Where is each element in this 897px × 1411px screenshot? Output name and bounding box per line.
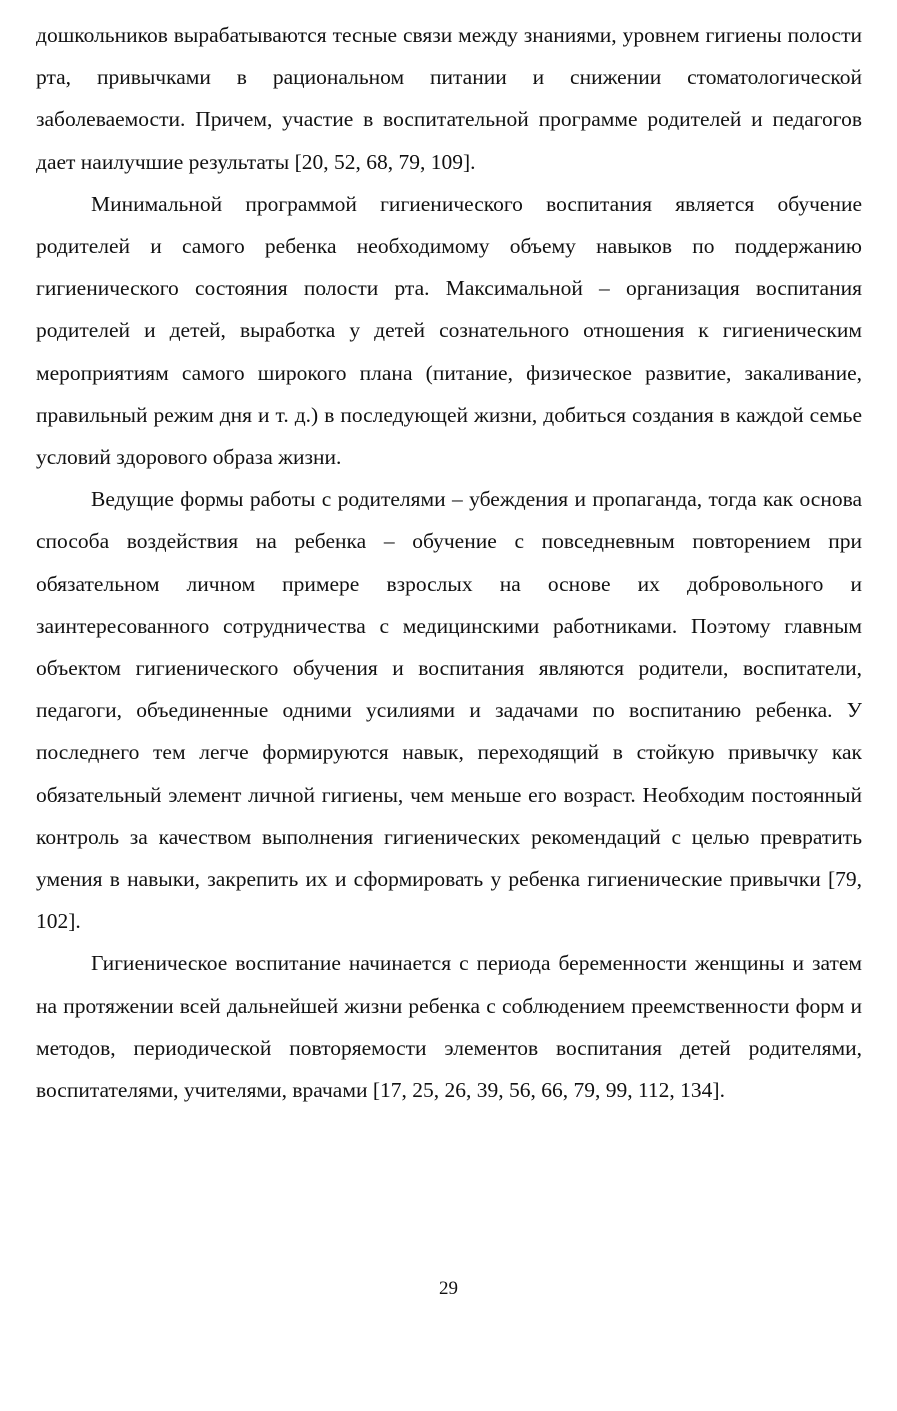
paragraph-continued: дошкольников вырабатываются тесные связи между знаниями, уровнем гигиены полости рта, привычками в рациональном питании и снижении стоматологической заболеваемости. Причем, участие в воспитательной программе родителей и педагогов дает наилучшие результаты [20, 52, 68, 79, 109].: [36, 23, 862, 174]
paragraph-minimal-program: Минимальной программой гигиенического воспитания является обучение родителей и самого ребенка необходимому объему навыков по поддержанию гигиенического состояния полости рта. Максимальной – организация воспитания родителей и детей, выработка у детей сознательного отношения к гигиеническим мероприятиям самого широкого плана (питание, физическое развитие, закаливание, правильный режим дня и т. д.) в последующей жизни, добиться создания в каждой семье условий здорового образа жизни.: [36, 191, 862, 470]
paragraph-hygiene-education: Гигиеническое воспитание начинается с периода беременности женщины и затем на протяжении всей дальнейшей жизни ребенка с соблюдением преемственности форм и методов, периодической повторяемости элементов воспитания детей родителями, воспитателями, учителями, врачами [17, 25, 26, 39, 56, 66, 79, 99, 112, 134].: [36, 951, 862, 1103]
body-text: [36, 14, 862, 1111]
page-number: 29: [439, 1278, 458, 1299]
paragraph-work-forms: Ведущие формы работы с родителями – убеждения и пропаганда, тогда как основа способа воздействия на ребенка – обучение с повседневным повторением при обязательном личном примере взрослых на основе их добровольного и заинтересованного сотрудничества с медицинскими работниками. Поэтому главным объектом гигиенического обучения и воспитания являются родители, воспитатели, педагоги, объединенные одними усилиями и задачами по воспитанию ребенка. У последнего тем легче формируются навык, переходящий в стойкую привычку как обязательный элемент личной гигиены, чем меньше его возраст. Необходим постоянный контроль за качеством выполнения гигиенических рекомендаций с целью превратить умения в навыки, закрепить их и сформировать у ребенка гигиенические привычки [79, 102].: [36, 487, 862, 934]
